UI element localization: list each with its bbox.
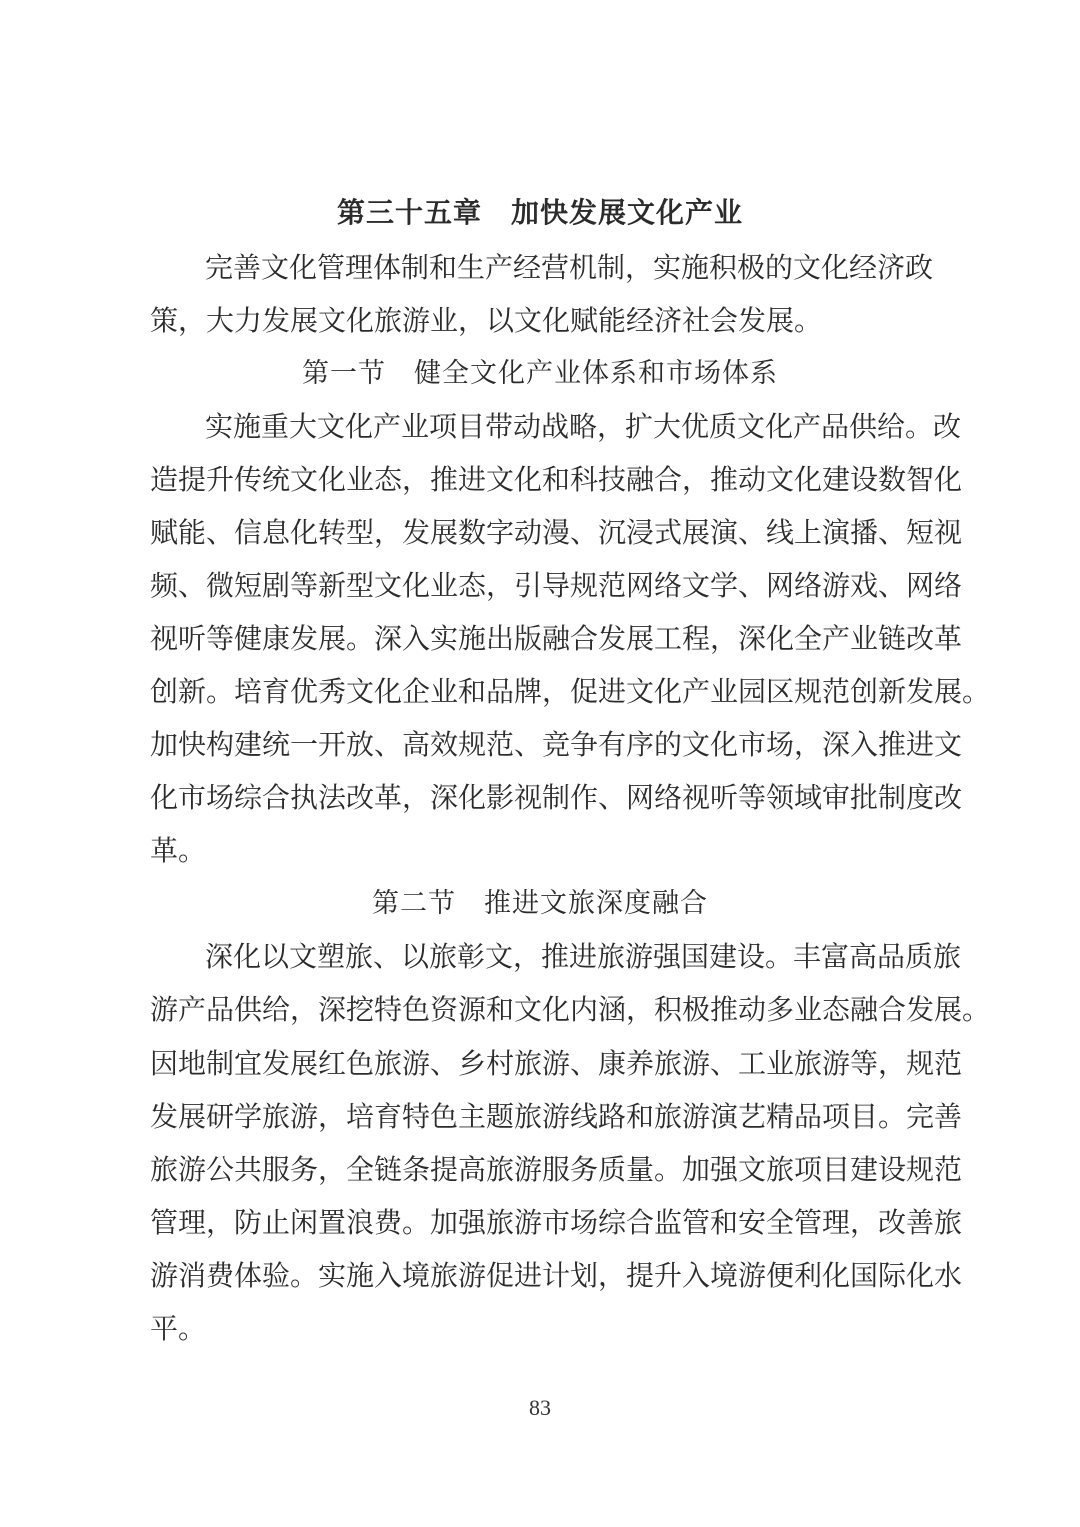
section-1-line-5: 视听等健康发展。深入实施出版融合发展工程，深化全产业链改革 xyxy=(150,622,963,655)
intro-line-1: 完善文化管理体制和生产经营机制，实施积极的文化经济政 xyxy=(205,251,934,284)
section-2-line-5: 旅游公共服务，全链条提高旅游服务质量。加强文旅项目建设规范 xyxy=(150,1153,963,1186)
section-1-line-4: 频、微短剧等新型文化业态，引导规范网络文学、网络游戏、网络 xyxy=(150,569,963,602)
section-1-line-6: 创新。培育优秀文化企业和品牌，促进文化产业园区规范创新发展。 xyxy=(150,675,991,708)
section-1-line-7: 加快构建统一开放、高效规范、竞争有序的文化市场，深入推进文 xyxy=(150,728,963,761)
section-2-title: 第二节 推进文旅深度融合 xyxy=(372,888,708,919)
section-1-line-8: 化市场综合执法改革，深化影视制作、网络视听等领域审批制度改 xyxy=(150,781,963,814)
section-1-line-3: 赋能、信息化转型，发展数字动漫、沉浸式展演、线上演播、短视 xyxy=(150,516,963,549)
page-number: 83 xyxy=(529,1395,551,1420)
section-2-line-8: 平。 xyxy=(150,1312,207,1345)
section-2-line-2: 游产品供给，深挖特色资源和文化内涵，积极推动多业态融合发展。 xyxy=(150,993,991,1026)
section-2-line-1: 深化以文塑旅、以旅彰文，推进旅游强国建设。丰富高品质旅 xyxy=(205,940,962,973)
section-1-line-9: 革。 xyxy=(150,834,207,867)
section-2-line-3: 因地制宜发展红色旅游、乡村旅游、康养旅游、工业旅游等，规范 xyxy=(150,1047,963,1080)
section-2-line-4: 发展研学旅游，培育特色主题旅游线路和旅游演艺精品项目。完善 xyxy=(150,1100,963,1133)
chapter-title: 第三十五章 加快发展文化产业 xyxy=(336,196,743,229)
section-1-line-2: 造提升传统文化业态，推进文化和科技融合，推动文化建设数智化 xyxy=(150,463,963,496)
section-1-line-1: 实施重大文化产业项目带动战略，扩大优质文化产品供给。改 xyxy=(205,410,962,443)
section-2-line-6: 管理，防止闲置浪费。加强旅游市场综合监管和安全管理，改善旅 xyxy=(150,1206,963,1239)
intro-line-2: 策，大力发展文化旅游业，以文化赋能经济社会发展。 xyxy=(150,304,823,337)
section-1-title: 第一节 健全文化产业体系和市场体系 xyxy=(302,358,778,389)
section-2-line-7: 游消费体验。实施入境旅游促进计划，提升入境游便利化国际化水 xyxy=(150,1259,963,1292)
